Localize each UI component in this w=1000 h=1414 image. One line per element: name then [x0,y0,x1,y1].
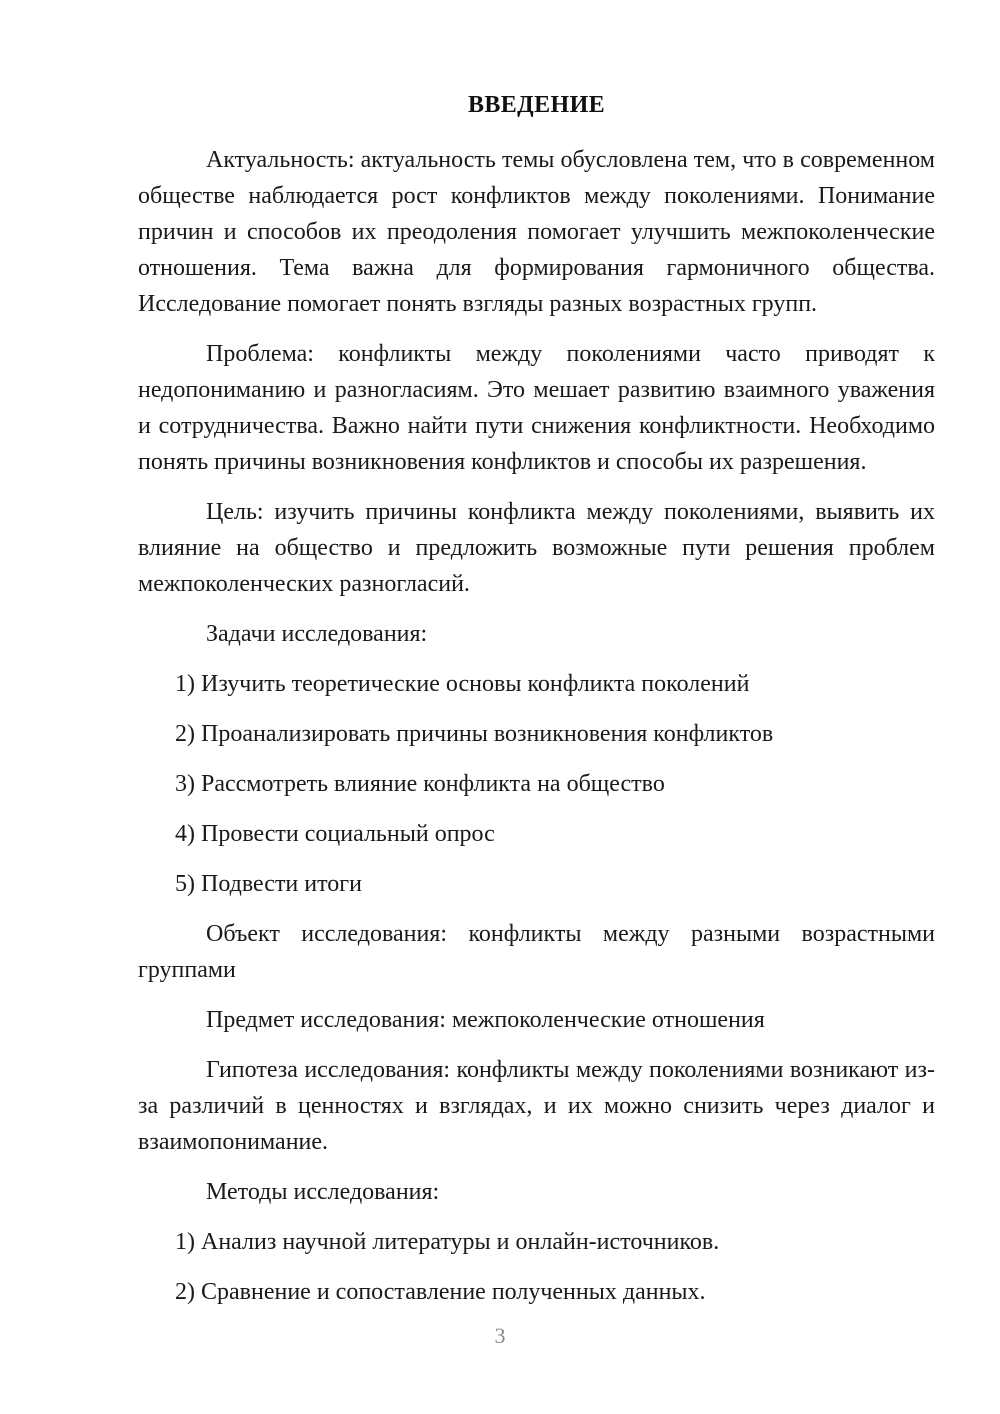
paragraph-object: Объект исследования: конфликты между разными возрастными группами [138,921,935,983]
list-item: 3) Рассмотреть влияние конфликта на общество [175,771,665,797]
page-title: ВВЕДЕНИЕ [467,92,606,118]
list-item: 2) Проанализировать причины возникновения конфликтов [175,721,774,747]
heading-tasks: Задачи исследования: [206,621,428,647]
list-item: 1) Анализ научной литературы и онлайн-источников. [175,1229,720,1255]
document-body [138,88,935,1324]
paragraph-relevance: Актуальность: актуальность темы обусловлена тем, что в современном обществе наблюдается рост конфликтов между поколениями. Понимание причин и способов их преодоления помогает улучшить межпоколенческие отношения. Тема важна для формирования гармоничного общества. Исследование помогает понять взгляды разных возрастных групп. [138,147,935,317]
paragraph-goal: Цель: изучить причины конфликта между поколениями, выявить их влияние на общество и предложить возможные пути решения проблем межпоколенческих разногласий. [138,499,935,597]
heading-methods: Методы исследования: [206,1179,440,1205]
list-item: 5) Подвести итоги [175,871,362,897]
list-item: 4) Провести социальный опрос [175,821,495,847]
methods-list [138,1224,935,1310]
list-item: 1) Изучить теоретические основы конфликта поколений [175,671,750,697]
tasks-list [138,666,935,902]
paragraph-subject: Предмет исследования: межпоколенческие отношения [206,1007,765,1033]
paragraph-problem: Проблема: конфликты между поколениями часто приводят к недопониманию и разногласиям. Это мешает развитию взаимного уважения и сотрудничества. Важно найти пути снижения конфликтности. Необходимо понять причины возникновения конфликтов и способы их разрешения. [138,341,935,475]
page-number: 3 [494,1323,506,1348]
paragraph-hypothesis: Гипотеза исследования: конфликты между поколениями возникают из-за различий в ценностях и взглядах, и их можно снизить через диалог и взаимопонимание. [138,1057,935,1155]
list-item: 2) Сравнение и сопоставление полученных данных. [175,1279,706,1305]
